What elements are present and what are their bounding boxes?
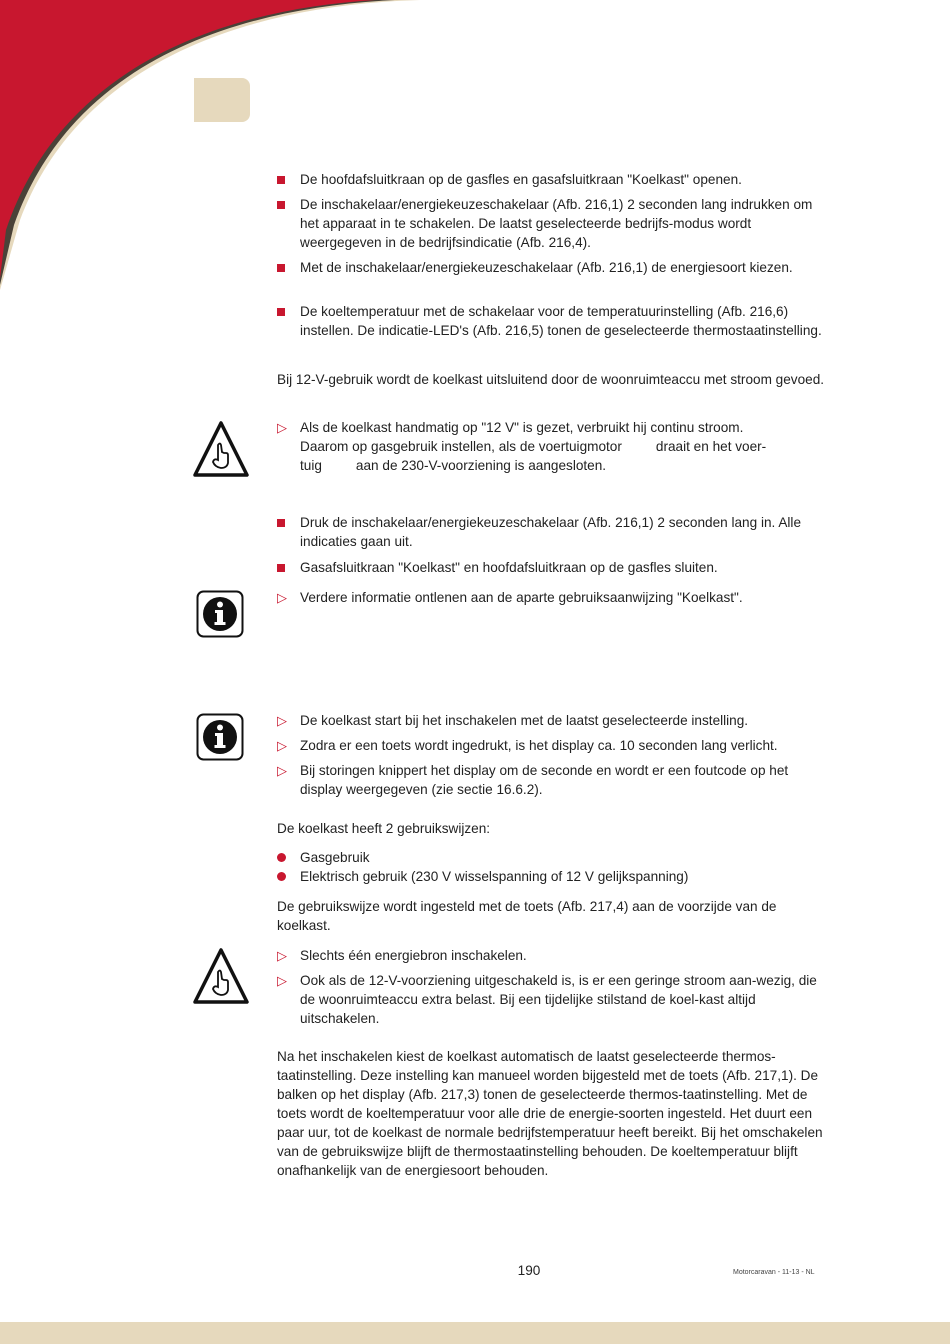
triangle-bullet-icon: ▷ bbox=[277, 590, 287, 605]
document-code: Motorcaravan - 11-13 - NL bbox=[733, 1269, 815, 1276]
triangle-bullet-icon: ▷ bbox=[277, 763, 287, 778]
warning-hand-icon bbox=[193, 947, 249, 1005]
list-item: Gasgebruik bbox=[277, 848, 825, 867]
info-icon bbox=[196, 713, 244, 761]
paragraph-12v: Bij 12-V-gebruik wordt de koelkast uitsluitend door de woonruimteaccu met stroom gevoed. bbox=[277, 372, 825, 387]
paragraph-set: De gebruikswijze wordt ingesteld met de toets (Afb. 217,4) aan de voorzijde van de koelkast. bbox=[277, 899, 777, 933]
info-item: ▷ Verdere informatie ontlenen aan de aparte gebruiksaanwijzing "Koelkast". bbox=[277, 590, 743, 605]
paragraph-thermostat: Na het inschakelen kiest de koelkast automatisch de laatst geselecteerde thermos-taatinstelling. Deze instelling kan manueel worden bijgesteld met de toets (Afb. 217,1). De balken op het display (Afb. 217,3) tonen de geselecteerde thermos-taatinstelling. Met de toets wordt de koeltemperatuur voor alle drie de energie-soorten ingesteld. Het duurt een paar uur, tot de koelkast de normale bedrijfstemperatuur heeft bereikt. Bij het omschakelen van de gebruikswijze blijft de thermostaatinstelling behouden. De koeltemperatuur blijft onafhankelijk van de energiesoort behouden. bbox=[277, 1049, 823, 1178]
list-item: De inschakelaar/energiekeuzeschakelaar (Afb. 216,1) 2 seconden lang indrukken om het apparaat in te schakelen. De laatst geselecteerde bedrijfs-modus wordt weergegeven in de bedrijfsindicatie (Afb. 216,4). bbox=[277, 195, 825, 252]
info-item: ▷ Zodra er een toets wordt ingedrukt, is het display ca. 10 seconden lang verlicht. bbox=[277, 738, 778, 753]
list-item: De koeltemperatuur met de schakelaar voor de temperatuurinstelling (Afb. 216,6) instellen. De indicatie-LED's (Afb. 216,5) tonen de geselecteerde thermostaatinstelling. bbox=[277, 302, 825, 340]
corner-decoration bbox=[0, 0, 420, 300]
info-icon bbox=[196, 590, 244, 638]
bullet-square-icon bbox=[277, 308, 285, 316]
bullet-dot-icon bbox=[277, 853, 286, 862]
warning-item: ▷ Ook als de 12-V-voorziening uitgeschakeld is, is er een geringe stroom aan-wezig, die de woonruimteaccu extra belast. Bij een tijdelijke stilstand de koel-kast altijd uitschakelen. bbox=[277, 973, 817, 1026]
list-item: Gasafsluitkraan "Koelkast" en hoofdafsluitkraan op de gasfles sluiten. bbox=[277, 558, 825, 577]
paragraph-modes: De koelkast heeft 2 gebruikswijzen: bbox=[277, 821, 491, 836]
list-item: Elektrisch gebruik (230 V wisselspanning of 12 V gelijkspanning) bbox=[277, 867, 825, 886]
bullet-dot-icon bbox=[277, 872, 286, 881]
bullet-square-icon bbox=[277, 201, 285, 209]
list-item: De hoofdafsluitkraan op de gasfles en gasafsluitkraan "Koelkast" openen. bbox=[277, 170, 825, 189]
list-item: Druk de inschakelaar/energiekeuzeschakelaar (Afb. 216,1) 2 seconden lang in. Alle indicaties gaan uit. bbox=[277, 513, 825, 551]
triangle-bullet-icon: ▷ bbox=[277, 948, 287, 963]
triangle-bullet-icon: ▷ bbox=[277, 973, 287, 988]
bullet-square-icon bbox=[277, 519, 285, 527]
warning-hand-icon bbox=[193, 420, 249, 478]
bullet-square-icon bbox=[277, 564, 285, 572]
page-number: 190 bbox=[517, 1263, 541, 1278]
bullet-square-icon bbox=[277, 176, 285, 184]
warning-item: ▷ Als de koelkast handmatig op "12 V" is gezet, verbruikt hij continu stroom. Daarom op gasgebruik instellen, als de voertuigmotor draait en het voer- tuig aan de 230-V-voorziening is aangesloten. bbox=[277, 420, 767, 473]
triangle-bullet-icon: ▷ bbox=[277, 420, 287, 435]
footer-band bbox=[0, 1322, 950, 1344]
triangle-bullet-icon: ▷ bbox=[277, 713, 287, 728]
warning-item: ▷ Slechts één energiebron inschakelen. bbox=[277, 948, 527, 963]
info-item: ▷ Bij storingen knippert het display om de seconde en wordt er een foutcode op het display weergegeven (zie sectie 16.6.2). bbox=[277, 763, 789, 797]
bullet-square-icon bbox=[277, 264, 285, 272]
triangle-bullet-icon: ▷ bbox=[277, 738, 287, 753]
info-item: ▷ De koelkast start bij het inschakelen met de laatst geselecteerde instelling. bbox=[277, 713, 749, 728]
list-item: Met de inschakelaar/energiekeuzeschakelaar (Afb. 216,1) de energiesoort kiezen. bbox=[277, 258, 825, 277]
chapter-tab bbox=[194, 78, 250, 122]
